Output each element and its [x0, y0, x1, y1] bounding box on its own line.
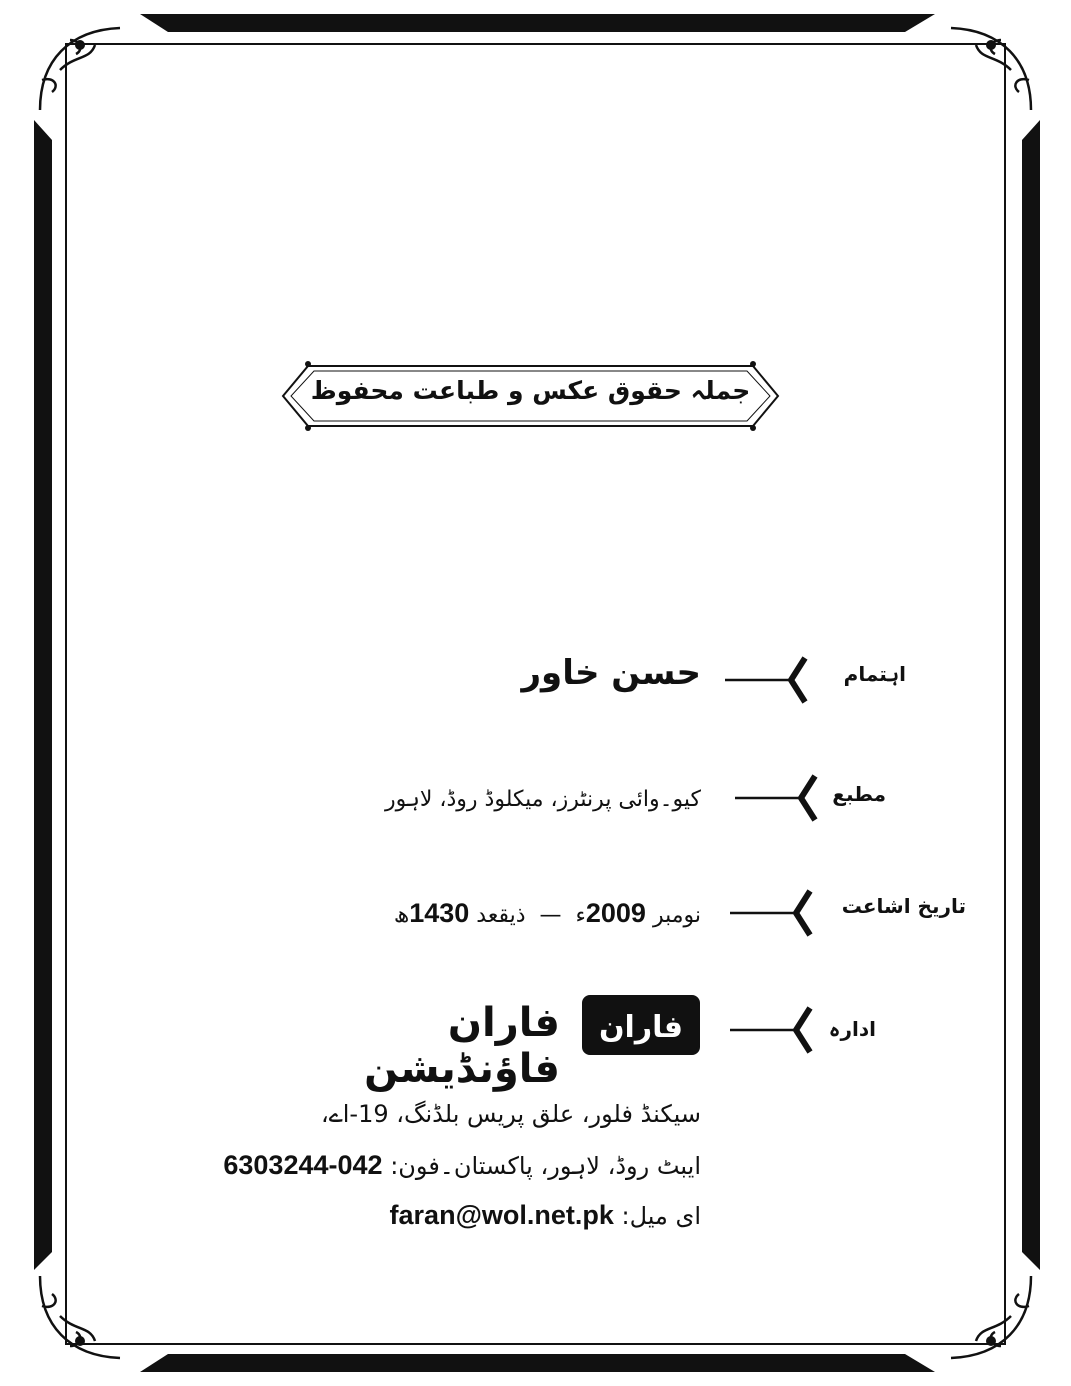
phone-number: 042-6303244 [223, 1150, 383, 1180]
date-hijri-year: 1430 [409, 898, 470, 928]
detail-row-supervision [0, 645, 1071, 715]
bracket-arrow-icon [730, 1005, 820, 1055]
value-supervision: حسن خاور [521, 653, 701, 693]
label-supervision: اہتمام [843, 662, 906, 686]
address-city-phone-label: ایبٹ روڈ، لاہور، پاکستان۔فون: [390, 1152, 701, 1180]
address-line-2 [223, 1150, 701, 1181]
copyright-notice: جملہ حقوق عکس و طباعت محفوظ [310, 376, 751, 405]
bracket-arrow-icon [725, 655, 815, 705]
detail-row-press [0, 765, 1071, 835]
label-press: مطبع [832, 782, 886, 806]
date-hijri-month: ذیقعد [476, 903, 526, 928]
date-month: نومبر [652, 903, 701, 928]
email-label: ای میل: [621, 1202, 701, 1230]
date-separator: — [539, 903, 562, 928]
label-institution: ادارہ [828, 1017, 876, 1041]
copyright-cartouche [278, 358, 783, 434]
date-hijri-suffix: ھ [393, 903, 410, 928]
detail-row-publication-date [0, 880, 1071, 950]
date-year-suffix: ء [575, 903, 586, 928]
address-line-1: سیکنڈ فلور، علق پریس بلڈنگ، 19-اے، [320, 1100, 701, 1128]
bracket-arrow-icon [730, 888, 820, 938]
bracket-arrow-icon [735, 773, 825, 823]
address-line-3 [390, 1200, 701, 1231]
faran-logo: فاران [582, 995, 700, 1055]
label-publication-date: تاریخ اشاعت [841, 894, 966, 918]
date-year: 2009 [585, 898, 646, 928]
value-press: کیو۔وائی پرنٹرز، میکلوڈ روڈ، لاہور [384, 787, 701, 812]
institution-name: فاران فاؤنڈیشن [364, 1000, 560, 1092]
value-publication-date [394, 898, 701, 929]
email-address: faran@wol.net.pk [389, 1200, 614, 1230]
